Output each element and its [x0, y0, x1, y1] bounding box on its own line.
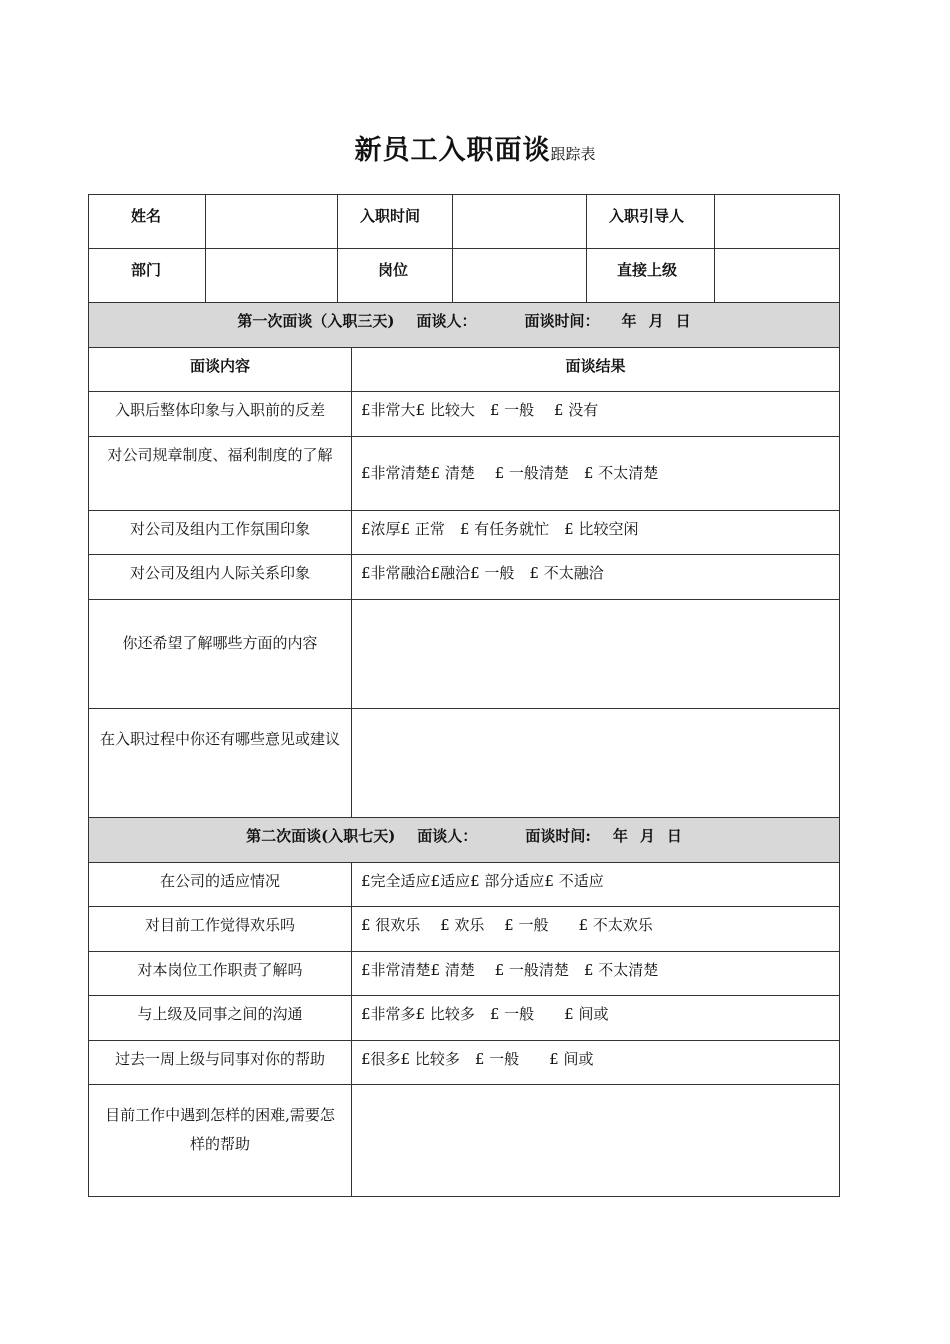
answer-options[interactable]: £非常大£ 比较大 £ 一般 £ 没有 [352, 392, 840, 437]
name-value[interactable] [206, 195, 338, 249]
question-cell: 对公司及组内工作氛围印象 [89, 511, 352, 555]
position-label: 岗位 [338, 249, 453, 303]
answer-options[interactable]: £完全适应£适应£ 部分适应£ 不适应 [352, 863, 840, 907]
join-time-value[interactable] [453, 195, 587, 249]
section1-header [89, 303, 840, 348]
question-cell: 入职后整体印象与入职前的反差 [89, 392, 352, 437]
question-cell: 目前工作中遇到怎样的困难,需要怎样的帮助 [89, 1085, 352, 1197]
table-row [89, 907, 840, 952]
question-cell: 在公司的适应情况 [89, 863, 352, 907]
title-sub: 跟踪表 [550, 145, 596, 163]
section1-title: 第一次面谈（入职三天) [237, 312, 395, 330]
section1-month: 月 [648, 312, 664, 330]
table-row [89, 600, 840, 709]
table-row [89, 996, 840, 1041]
answer-options[interactable]: £非常多£ 比较多 £ 一般 £ 间或 [352, 996, 840, 1041]
answer-options[interactable]: £很多£ 比较多 £ 一般 £ 间或 [352, 1041, 840, 1085]
answer-options[interactable]: £非常清楚£ 清楚 £ 一般清楚 £ 不太清楚 [352, 952, 840, 996]
answer-options[interactable]: £非常清楚£ 清楚 £ 一般清楚 £ 不太清楚 [352, 437, 840, 511]
question-cell: 对公司规章制度、福利制度的了解 [89, 437, 352, 511]
table-row [89, 1085, 840, 1197]
dept-value[interactable] [206, 249, 338, 303]
col-content-header: 面谈内容 [89, 348, 352, 392]
mentor-label: 入职引导人 [587, 195, 715, 249]
section2-interviewer: 面谈人： [417, 827, 478, 845]
interview-form-table [88, 194, 840, 1197]
name-label: 姓名 [89, 195, 206, 249]
question-cell: 与上级及同事之间的沟通 [89, 996, 352, 1041]
answer-textarea[interactable] [352, 1085, 840, 1197]
dept-label: 部门 [89, 249, 206, 303]
section2-day: 日 [666, 827, 682, 845]
table-row [89, 863, 840, 907]
section1-time-label: 面谈时间： [524, 312, 600, 330]
section2-month: 月 [639, 827, 655, 845]
col-result-header: 面谈结果 [352, 348, 840, 392]
question-cell: 对本岗位工作职责了解吗 [89, 952, 352, 996]
table-row [89, 709, 840, 818]
answer-options[interactable]: £浓厚£ 正常 £ 有任务就忙 £ 比较空闲 [352, 511, 840, 555]
section2-year: 年 [612, 827, 628, 845]
section1-interviewer: 面谈人： [416, 312, 477, 330]
section1-title-cell [89, 303, 840, 348]
section2-header [89, 818, 840, 863]
question-cell: 在入职过程中你还有哪些意见或建议 [89, 709, 352, 818]
supervisor-value[interactable] [715, 249, 840, 303]
info-row-1 [89, 195, 840, 249]
column-header-row [89, 348, 840, 392]
answer-options[interactable]: £非常融洽£融洽£ 一般 £ 不太融洽 [352, 555, 840, 600]
question-cell: 你还希望了解哪些方面的内容 [89, 600, 352, 709]
title-main: 新员工入职面谈 [354, 135, 551, 166]
section2-title: 第二次面谈(入职七天) [246, 827, 396, 845]
mentor-value[interactable] [715, 195, 840, 249]
section1-year: 年 [621, 312, 637, 330]
question-cell: 对公司及组内人际关系印象 [89, 555, 352, 600]
table-row [89, 952, 840, 996]
table-row [89, 511, 840, 555]
table-row [89, 555, 840, 600]
page-title [0, 128, 950, 167]
table-row [89, 392, 840, 437]
supervisor-label: 直接上级 [587, 249, 715, 303]
section1-day: 日 [675, 312, 691, 330]
answer-options[interactable]: £ 很欢乐 £ 欢乐 £ 一般 £ 不太欢乐 [352, 907, 840, 952]
table-row [89, 1041, 840, 1085]
section2-title-cell [89, 818, 840, 863]
table-row [89, 437, 840, 511]
question-cell: 过去一周上级与同事对你的帮助 [89, 1041, 352, 1085]
answer-textarea[interactable] [352, 709, 840, 818]
question-cell: 对目前工作觉得欢乐吗 [89, 907, 352, 952]
join-time-label: 入职时间 [338, 195, 453, 249]
answer-textarea[interactable] [352, 600, 840, 709]
position-value[interactable] [453, 249, 587, 303]
info-row-2 [89, 249, 840, 303]
section2-time-label: 面谈时间: [525, 827, 591, 845]
